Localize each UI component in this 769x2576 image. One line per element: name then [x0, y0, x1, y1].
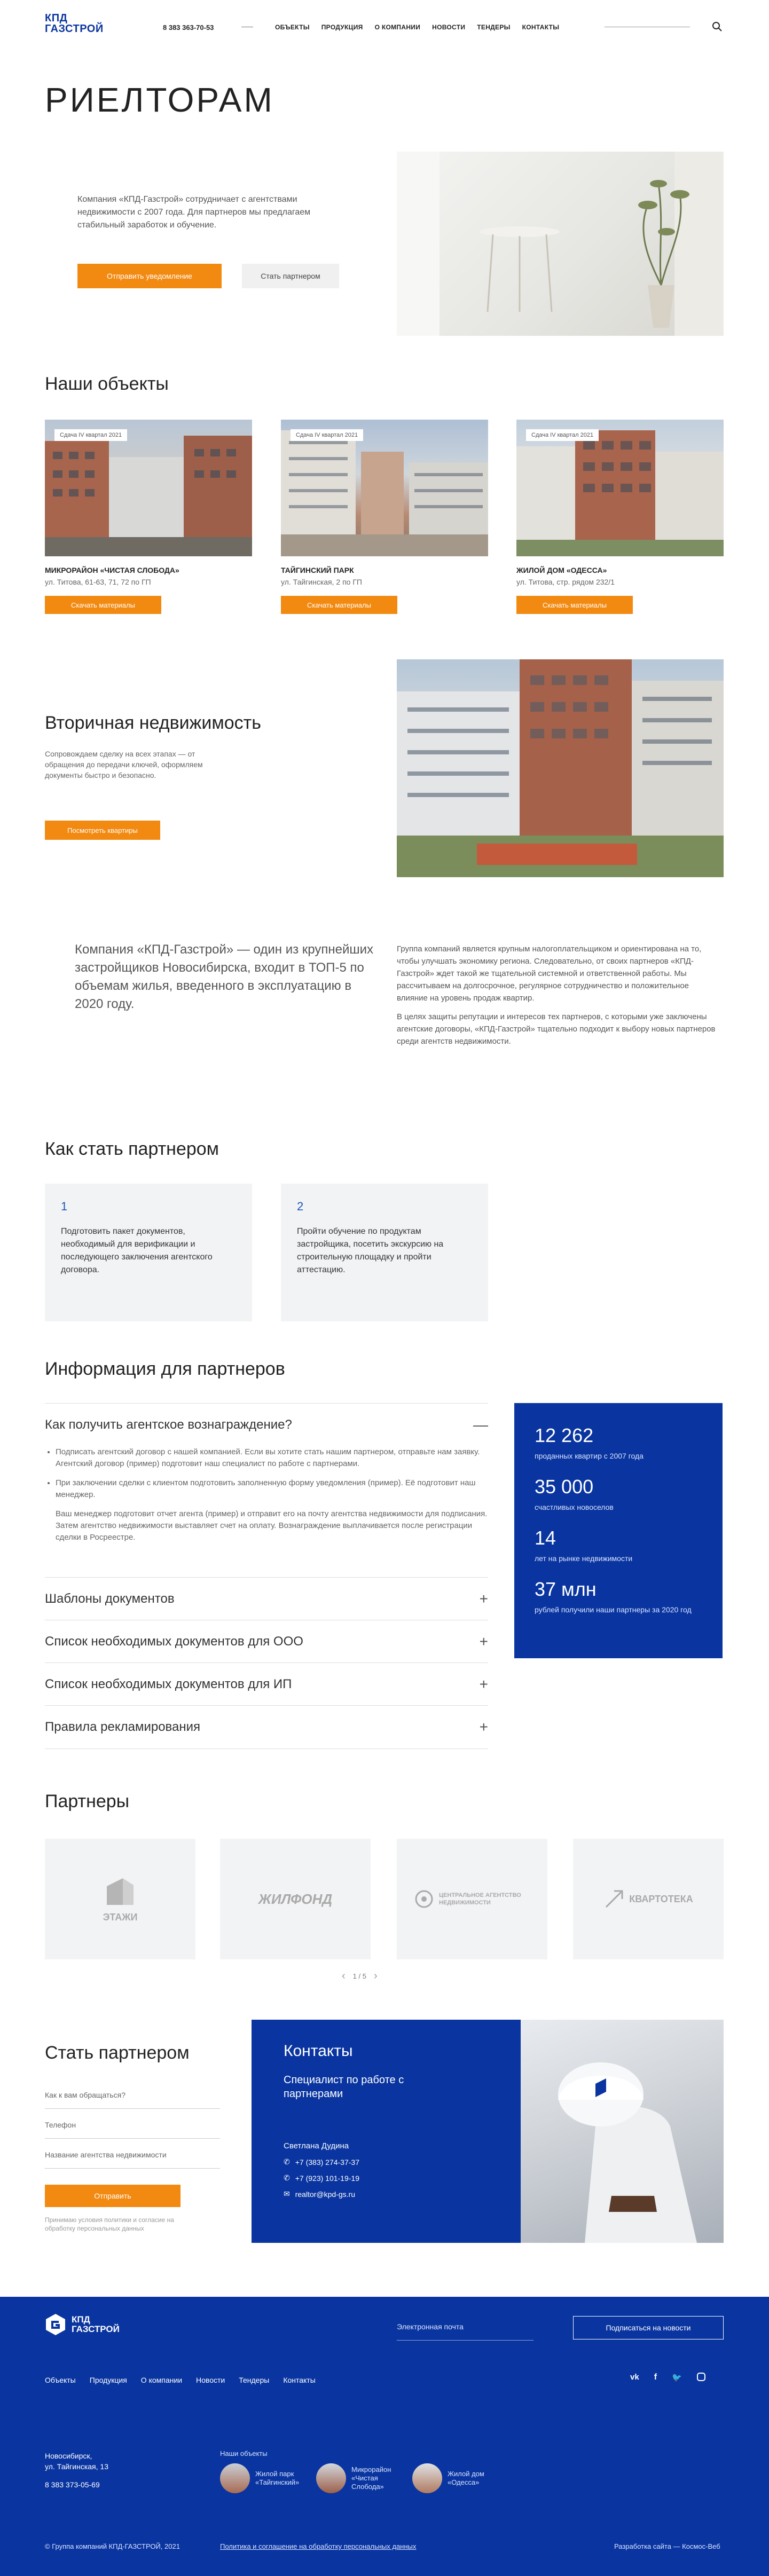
accordion-header[interactable] — [45, 1404, 488, 1446]
vk-icon[interactable]: vk — [630, 2373, 639, 2382]
about-text — [397, 943, 717, 1054]
object-name[interactable]: ТАЙГИНСКИЙ ПАРК — [281, 566, 354, 574]
about-paragraph: Группа компаний является крупным налогоплательщиком и ориентирована на то, чтобы улучшать экономику региона. Следовательно, от своих партнеров «КПД-Газстрой» ждет такой же тщательной системной и ответственной работы. Мы рассчитываем на долгосрочное, регулярное сотрудничество и положительное влияние на уровень продаж квартир. — [397, 944, 702, 1003]
consent-text[interactable]: Принимаю условия политики и согласие на обработку персональных данных — [45, 2216, 174, 2232]
nav-item-news[interactable]: НОВОСТИ — [432, 23, 466, 31]
secondary-text: Сопровождаем сделку на всех этапах — от обращения до передачи ключей, оформляем документы быстро и безопасно. — [45, 750, 203, 779]
nav-item-about[interactable]: О КОМПАНИИ — [374, 23, 421, 31]
footer — [0, 2297, 769, 2576]
nav-item-objects[interactable]: ОБЪЕКТЫ — [275, 23, 310, 31]
footer-phone[interactable]: 8 383 373-05-69 — [45, 2480, 100, 2489]
submit-button[interactable]: Отправить — [45, 2185, 181, 2207]
object-address: ул. Титова, стр. рядом 232/1 — [516, 578, 615, 586]
object-address: ул. Тайгинская, 2 по ГП — [281, 578, 362, 586]
expand-icon[interactable]: + — [479, 1676, 488, 1692]
header-phone[interactable]: 8 383 363-70-53 — [163, 23, 214, 31]
object-thumbnail — [220, 2463, 250, 2493]
object-image[interactable] — [516, 420, 724, 556]
partner-name: ЦЕНТРАЛЬНОЕ АГЕНТСТВО НЕДВИЖИМОСТИ — [439, 1892, 521, 1906]
about-paragraph: В целях защиты репутации и интересов тех партнеров, с которыми уже заключены агентские договоры, «КПД-Газстрой» тщательно подходит к выбору новых партнеров среди агентств недвижимости. — [397, 1012, 716, 1046]
accordion-header — [45, 1620, 488, 1663]
step-text: Подготовить пакет документов, необходимый для верификации и последующего заключения агентского договора. — [61, 1227, 213, 1274]
accordion-item-open — [45, 1403, 488, 1562]
accordion-title: Как получить агентское вознаграждение? — [45, 1417, 292, 1432]
agency-icon — [414, 1889, 434, 1909]
footer-logo-line-1: КПД — [72, 2314, 90, 2325]
agency-field[interactable]: Название агентства недвижимости — [45, 2146, 220, 2169]
logo-line-1: КПД — [45, 12, 68, 24]
stat-label: лет на рынке недвижимости — [535, 1554, 633, 1563]
policy-link[interactable]: Политика и соглашение на обработку персональных данных — [220, 2542, 417, 2550]
object-badge: Сдача IV квартал 2021 — [291, 429, 363, 441]
object-card — [516, 420, 724, 614]
contact-phone-row[interactable] — [284, 2157, 359, 2167]
main-nav — [275, 23, 559, 31]
collapse-icon[interactable]: — — [473, 1416, 488, 1433]
facebook-icon[interactable]: f — [654, 2373, 657, 2382]
phone-icon: ✆ — [284, 2157, 290, 2166]
object-name[interactable]: ЖИЛОЙ ДОМ «ОДЕССА» — [516, 566, 607, 574]
partner-name: КВАРТОТЕКА — [629, 1893, 693, 1904]
stat — [535, 1578, 702, 1614]
partner-logo[interactable] — [397, 1839, 547, 1959]
accordion-item[interactable] — [45, 1663, 488, 1706]
footer-nav-item[interactable]: Тендеры — [239, 2376, 270, 2384]
footer-nav-item[interactable]: О компании — [140, 2376, 183, 2384]
footer-city: Новосибирск, — [45, 2452, 92, 2460]
footer-object-name: Микрорайон «Чистая Слобода» — [351, 2465, 391, 2491]
become-partner-button[interactable]: Стать партнером — [242, 264, 339, 288]
social-links — [630, 2373, 705, 2382]
footer-object-name: Жилой парк «Тайгинский» — [255, 2470, 300, 2486]
step-number: 2 — [297, 1200, 304, 1213]
object-badge: Сдача IV квартал 2021 — [54, 429, 127, 441]
secondary-title: Вторичная недвижимость — [45, 713, 261, 733]
stat — [535, 1476, 702, 1512]
footer-object[interactable] — [220, 2463, 303, 2493]
object-name[interactable]: МИКРОРАЙОН «ЧИСТАЯ СЛОБОДА» — [45, 566, 179, 574]
about-lead: Компания «КПД-Газстрой» — один из крупнейших застройщиков Новосибирска, входит в ТОП-5 по объемам жилья, введенного в эксплуатацию в 2020 году. — [75, 942, 374, 1011]
object-thumbnail — [316, 2463, 346, 2493]
accordion-bullet: • Подписать агентский договор с нашей компанией. Если вы хотите стать нашим партнером, отправьте нам заявку. Агентский договор (пример) подготовит наш специалист по работе с партнерами. — [56, 1446, 488, 1470]
object-image[interactable] — [45, 420, 252, 556]
hero-text: Компания «КПД-Газстрой» сотрудничает с агентствами недвижимости с 2007 года. Для партнеров мы предлагаем стабильный заработок и обучение. — [77, 195, 311, 230]
objects-title: Наши объекты — [45, 374, 169, 394]
step-card — [281, 1184, 488, 1321]
stat-label: проданных квартир с 2007 года — [535, 1452, 644, 1460]
accordion-title: Правила рекламирования — [45, 1720, 201, 1734]
phone-field[interactable]: Телефон — [45, 2116, 220, 2139]
download-materials-button[interactable]: Скачать материалы — [45, 596, 161, 614]
footer-street: ул. Тайгинская, 13 — [45, 2462, 108, 2471]
expand-icon[interactable]: + — [479, 1719, 488, 1735]
phone-icon: ✆ — [284, 2173, 290, 2182]
contact-name: Светлана Дудина — [284, 2141, 349, 2150]
become-partner-title: Стать партнером — [45, 2043, 190, 2063]
partners-title: Партнеры — [45, 1791, 130, 1811]
object-card — [281, 420, 488, 614]
accordion-item[interactable] — [45, 1620, 488, 1663]
logo-line-2: ГАЗСТРОЙ — [45, 23, 104, 35]
pager-count: 1 / 5 — [352, 1972, 366, 1980]
accordion-item[interactable] — [45, 1705, 488, 1749]
page-title: РИЕЛТОРАМ — [45, 81, 274, 119]
object-address: ул. Титова, 61-63, 71, 72 по ГП — [45, 578, 151, 586]
step-number: 1 — [61, 1200, 68, 1213]
partner-logo[interactable] — [220, 1839, 371, 1959]
download-materials-button[interactable]: Скачать материалы — [281, 596, 397, 614]
accordion-title: Список необходимых документов для ООО — [45, 1634, 303, 1649]
object-card — [45, 420, 252, 614]
chevron-left-icon[interactable]: ‹ — [342, 1970, 346, 1982]
stat-number: 12 262 — [535, 1424, 594, 1446]
footer-address — [45, 2451, 108, 2490]
stat-label: рублей получили наши партнеры за 2020 год — [535, 1605, 692, 1614]
footer-nav-item[interactable]: Объекты — [45, 2376, 76, 2384]
partners-pager — [342, 1970, 378, 1982]
stats-panel — [514, 1403, 723, 1658]
info-title: Информация для партнеров — [45, 1359, 285, 1379]
contact-email-row[interactable] — [284, 2189, 355, 2199]
name-field[interactable]: Как к вам обращаться? — [45, 2086, 220, 2109]
accordion-header — [45, 1706, 488, 1748]
stat-number: 35 000 — [535, 1476, 594, 1498]
mail-icon: ✉ — [284, 2189, 290, 2198]
contacts-block — [252, 2020, 724, 2243]
accordion-title: Список необходимых документов для ИП — [45, 1677, 292, 1691]
send-notice-button[interactable]: Отправить уведомление — [77, 264, 222, 288]
accordion-bullet: Ваш менеджер подготовит отчет агента (пример) и отправит его на почту агентства недвижимости для подписания. Затем агентство недвижимости выставляет счет на оплату. Вознаграждение выплачивается после регистрации сделки в Росреестре. — [56, 1509, 488, 1542]
partner-logo[interactable] — [573, 1839, 724, 1959]
nav-item-tenders[interactable]: ТЕНДЕРЫ — [477, 23, 511, 31]
partner-name: ЖИЛФОНД — [258, 1890, 333, 1907]
stat — [535, 1424, 702, 1461]
nav-item-products[interactable]: ПРОДУКЦИЯ — [321, 23, 363, 31]
accordion-header — [45, 1663, 488, 1706]
view-apartments-button[interactable]: Посмотреть квартиры — [45, 821, 160, 840]
building-icon — [101, 1876, 139, 1908]
chevron-right-icon[interactable]: › — [373, 1970, 378, 1982]
expand-icon[interactable]: + — [479, 1633, 488, 1650]
contact-phone: +7 (383) 274-37-37 — [295, 2157, 359, 2167]
download-materials-button[interactable]: Скачать материалы — [516, 596, 633, 614]
contact-phone-row[interactable] — [284, 2173, 359, 2183]
instagram-icon[interactable] — [697, 2373, 705, 2381]
email-input[interactable]: Электронная почта — [397, 2322, 533, 2341]
step-card — [45, 1184, 252, 1321]
header — [0, 0, 769, 56]
stat-number: 37 млн — [535, 1578, 597, 1600]
expand-icon[interactable]: + — [479, 1590, 488, 1607]
logo[interactable] — [45, 13, 104, 34]
accordion-item[interactable] — [45, 1577, 488, 1620]
stat-number: 14 — [535, 1527, 556, 1549]
contacts-photo — [521, 2020, 724, 2243]
logo-mark-icon — [45, 2313, 66, 2336]
twitter-icon[interactable]: 🐦 — [672, 2373, 682, 2382]
search-icon[interactable] — [712, 21, 723, 32]
footer-nav — [45, 2376, 316, 2384]
arrow-logo-icon — [603, 1888, 625, 1910]
footer-objects-title: Наши объекты — [220, 2449, 268, 2457]
secondary-image — [397, 659, 724, 877]
footer-nav-item[interactable]: Контакты — [283, 2376, 316, 2384]
object-badge: Сдача IV квартал 2021 — [526, 429, 599, 441]
contact-email: realtor@kpd-gs.ru — [295, 2189, 355, 2199]
footer-objects — [220, 2463, 496, 2493]
contacts-title: Контакты — [284, 2042, 353, 2060]
footer-logo[interactable] — [45, 2313, 120, 2336]
object-image[interactable] — [281, 420, 488, 556]
accordion-header — [45, 1578, 488, 1620]
stat — [535, 1527, 702, 1563]
accordion-bullet: • При заключении сделки с клиентом подготовить заполненную форму уведомления (пример). Её подготовит наш менеджер. — [56, 1477, 488, 1501]
how-partner-title: Как стать партнером — [45, 1139, 219, 1159]
contact-phone: +7 (923) 101-19-19 — [295, 2173, 359, 2183]
accordion-title: Шаблоны документов — [45, 1592, 175, 1606]
partner-logo[interactable] — [45, 1839, 195, 1959]
footer-logo-line-2: ГАЗСТРОЙ — [72, 2324, 120, 2334]
footer-object[interactable] — [412, 2463, 496, 2493]
footer-nav-item[interactable]: Новости — [196, 2376, 225, 2384]
nav-item-contacts[interactable]: КОНТАКТЫ — [522, 23, 560, 31]
subscribe-button[interactable]: Подписаться на новости — [573, 2316, 724, 2339]
footer-object[interactable] — [316, 2463, 399, 2493]
accordion-body — [45, 1446, 488, 1562]
object-thumbnail — [412, 2463, 442, 2493]
developer-credit[interactable]: Разработка сайта — Космос-Веб — [614, 2542, 720, 2550]
contacts-subtitle: Специалист по работе с партнерами — [284, 2074, 404, 2100]
hero-image — [397, 152, 724, 336]
copyright: © Группа компаний КПД-ГАЗСТРОЙ, 2021 — [45, 2542, 180, 2550]
partner-name: ЭТАЖИ — [103, 1911, 138, 1923]
step-text: Пройти обучение по продуктам застройщика, посетить экскурсию на строительную площадку и пройти аттестацию. — [297, 1227, 444, 1274]
footer-object-name: Жилой дом «Одесса» — [448, 2470, 484, 2486]
footer-nav-item[interactable]: Продукция — [89, 2376, 127, 2384]
stat-label: счастливых новоселов — [535, 1503, 614, 1511]
